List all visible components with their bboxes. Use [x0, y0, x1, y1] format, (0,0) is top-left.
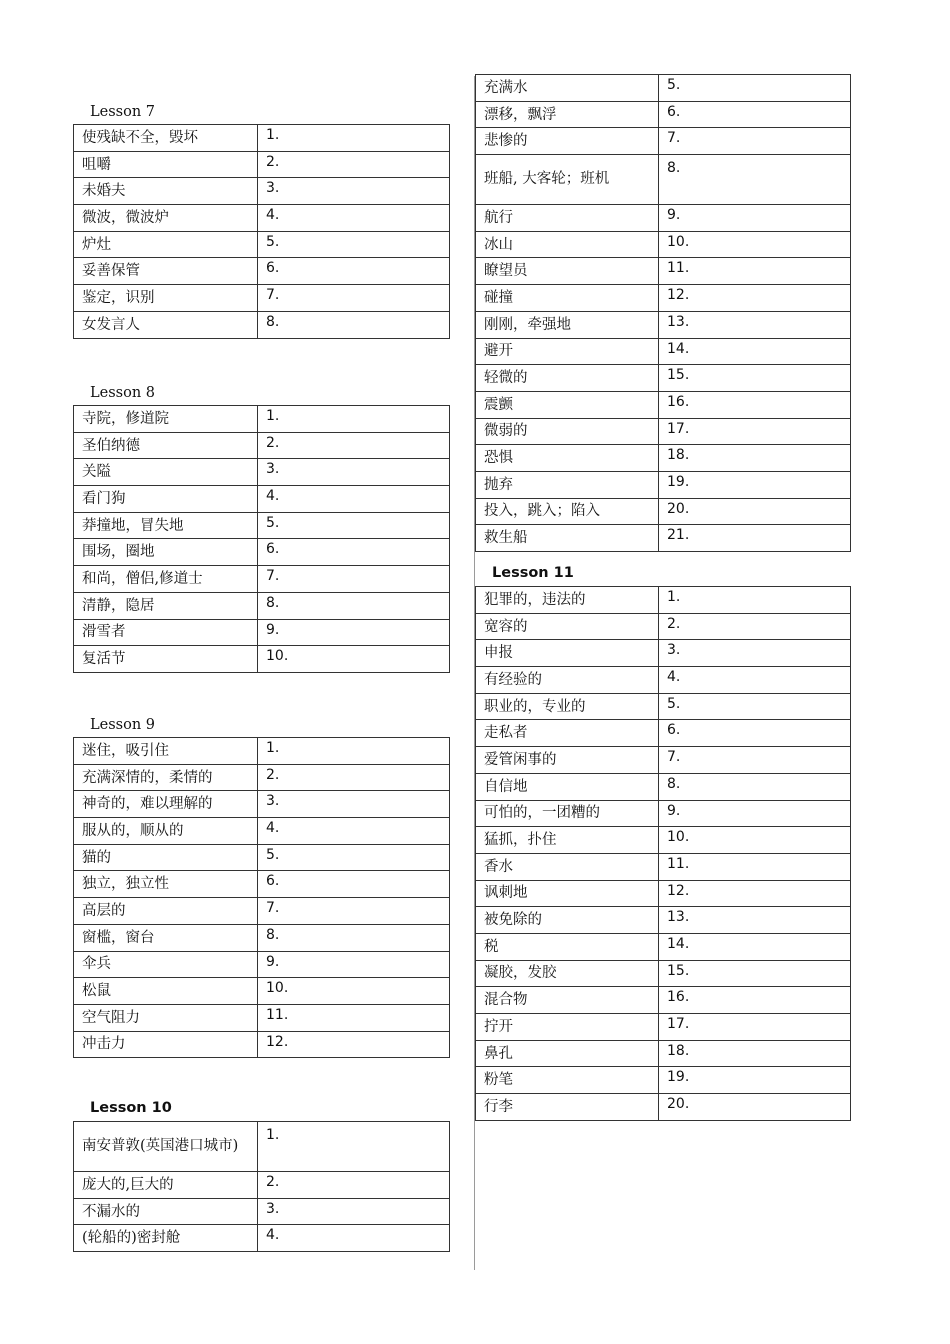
answer-blank[interactable]: 4.	[258, 818, 450, 845]
answer-blank[interactable]: 11.	[659, 258, 851, 285]
vocab-row	[476, 800, 851, 827]
chinese-term: 独立，独立性	[74, 871, 258, 898]
chinese-term: 救生船	[476, 525, 659, 552]
chinese-term: 神奇的，难以理解的	[74, 791, 258, 818]
vocab-row	[476, 827, 851, 854]
answer-blank[interactable]: 10.	[659, 827, 851, 854]
chinese-term: 和尚，僧侣,修道士	[74, 566, 258, 593]
chinese-term: 可怕的，一团糟的	[476, 800, 659, 827]
vocab-row	[476, 587, 851, 614]
answer-blank[interactable]: 19.	[659, 1067, 851, 1094]
vocab-row	[74, 978, 450, 1005]
vocab-row	[476, 613, 851, 640]
vocab-row	[74, 1031, 450, 1058]
chinese-term: 行李	[476, 1094, 659, 1121]
answer-blank[interactable]: 21.	[659, 525, 851, 552]
vocab-row	[476, 773, 851, 800]
chinese-term: 窗槛，窗台	[74, 924, 258, 951]
answer-blank[interactable]: 8.	[258, 592, 450, 619]
chinese-term: 空气阻力	[74, 1004, 258, 1031]
answer-blank[interactable]: 3.	[258, 1198, 450, 1225]
vocab-row	[74, 1122, 450, 1172]
vocab-row	[74, 1198, 450, 1225]
vocab-row	[476, 667, 851, 694]
answer-blank[interactable]: 5.	[258, 844, 450, 871]
answer-blank[interactable]: 15.	[659, 960, 851, 987]
answer-blank[interactable]: 12.	[659, 285, 851, 312]
chinese-term: 迷住，吸引住	[74, 738, 258, 765]
chinese-term: 鼻孔	[476, 1040, 659, 1067]
chinese-term: 走私者	[476, 720, 659, 747]
chinese-term: 凝胶，发胶	[476, 960, 659, 987]
chinese-term: 悲惨的	[476, 128, 659, 155]
vocab-row	[476, 285, 851, 312]
chinese-term: 妥善保管	[74, 258, 258, 285]
lesson-8-title: Lesson 8	[90, 385, 155, 401]
vocab-row	[476, 391, 851, 418]
chinese-term: 复活节	[74, 646, 258, 673]
vocab-row	[476, 1094, 851, 1121]
chinese-term: 猛抓，扑住	[476, 827, 659, 854]
chinese-term: 充满水	[476, 75, 659, 102]
vocab-row	[476, 720, 851, 747]
chinese-term: 松鼠	[74, 978, 258, 1005]
chinese-term: 瞭望员	[476, 258, 659, 285]
lesson-11-table	[475, 586, 851, 1121]
answer-blank[interactable]: 5.	[659, 693, 851, 720]
answer-blank[interactable]: 5.	[258, 512, 450, 539]
vocab-row	[74, 231, 450, 258]
chinese-term: 炉灶	[74, 231, 258, 258]
chinese-term: 漂移，飘浮	[476, 101, 659, 128]
vocab-row	[74, 125, 450, 152]
answer-blank[interactable]: 1.	[258, 738, 450, 765]
chinese-term: 关隘	[74, 459, 258, 486]
vocab-row	[476, 853, 851, 880]
chinese-term: 不漏水的	[74, 1198, 258, 1225]
answer-blank[interactable]: 6.	[258, 258, 450, 285]
chinese-term: 庞大的,巨大的	[74, 1172, 258, 1199]
chinese-term: 恐惧	[476, 445, 659, 472]
vocab-row	[74, 898, 450, 925]
answer-blank[interactable]: 8.	[258, 311, 450, 338]
lesson-8-table	[73, 405, 450, 673]
chinese-term: 刚刚，牵强地	[476, 311, 659, 338]
answer-blank[interactable]: 6.	[659, 101, 851, 128]
vocab-row	[74, 646, 450, 673]
vocab-row	[74, 871, 450, 898]
vocab-row	[476, 155, 851, 205]
answer-blank[interactable]: 14.	[659, 338, 851, 365]
chinese-term: 咀嚼	[74, 151, 258, 178]
vocab-row	[476, 311, 851, 338]
vocab-row	[74, 258, 450, 285]
lesson-11-title: Lesson 11	[492, 565, 574, 581]
vocab-row	[476, 338, 851, 365]
answer-blank[interactable]: 2.	[258, 432, 450, 459]
answer-blank[interactable]: 13.	[659, 311, 851, 338]
vocab-row	[476, 231, 851, 258]
answer-blank[interactable]: 6.	[258, 871, 450, 898]
chinese-term: 微弱的	[476, 418, 659, 445]
chinese-term: 爱管闲事的	[476, 747, 659, 774]
chinese-term: 班船, 大客轮；班机	[476, 155, 659, 205]
chinese-term: 避开	[476, 338, 659, 365]
chinese-term: 围场，圈地	[74, 539, 258, 566]
vocab-row	[74, 311, 450, 338]
answer-blank[interactable]: 5.	[659, 75, 851, 102]
vocab-row	[476, 525, 851, 552]
lesson-10-title: Lesson 10	[90, 1100, 172, 1116]
chinese-term: 有经验的	[476, 667, 659, 694]
answer-blank[interactable]: 11.	[659, 853, 851, 880]
vocab-row	[74, 151, 450, 178]
vocab-row	[74, 844, 450, 871]
vocab-row	[74, 205, 450, 232]
chinese-term: 充满深情的，柔情的	[74, 764, 258, 791]
chinese-term: 震颤	[476, 391, 659, 418]
answer-blank[interactable]: 17.	[659, 418, 851, 445]
vocab-row	[476, 960, 851, 987]
chinese-term: 碰撞	[476, 285, 659, 312]
lesson-9-table	[73, 737, 450, 1058]
vocab-row	[74, 1004, 450, 1031]
answer-blank[interactable]: 7.	[659, 747, 851, 774]
answer-blank[interactable]: 6.	[258, 539, 450, 566]
chinese-term: 申报	[476, 640, 659, 667]
answer-blank[interactable]: 7.	[258, 898, 450, 925]
chinese-term: 莽撞地，冒失地	[74, 512, 258, 539]
vocab-row	[74, 791, 450, 818]
chinese-term: 航行	[476, 205, 659, 232]
chinese-term: 女发言人	[74, 311, 258, 338]
chinese-term: 粉笔	[476, 1067, 659, 1094]
vocab-row	[476, 987, 851, 1014]
chinese-term: 南安普敦(英国港口城市)	[74, 1122, 258, 1172]
chinese-term: 香水	[476, 853, 659, 880]
vocab-row	[476, 445, 851, 472]
answer-blank[interactable]: 3.	[258, 178, 450, 205]
answer-blank[interactable]: 14.	[659, 933, 851, 960]
answer-blank[interactable]: 10.	[258, 978, 450, 1005]
answer-blank[interactable]: 7.	[258, 285, 450, 312]
answer-blank[interactable]: 7.	[659, 128, 851, 155]
answer-blank[interactable]: 12.	[258, 1031, 450, 1058]
vocab-row	[74, 1225, 450, 1252]
answer-blank[interactable]: 17.	[659, 1014, 851, 1041]
answer-blank[interactable]: 4.	[258, 1225, 450, 1252]
lesson-10-table	[73, 1121, 450, 1252]
vocab-row	[476, 365, 851, 392]
vocab-row	[74, 1172, 450, 1199]
chinese-term: 混合物	[476, 987, 659, 1014]
vocab-row	[74, 432, 450, 459]
vocab-row	[476, 101, 851, 128]
chinese-term: 猫的	[74, 844, 258, 871]
answer-blank[interactable]: 7.	[258, 566, 450, 593]
vocab-row	[476, 1040, 851, 1067]
answer-blank[interactable]: 1.	[659, 587, 851, 614]
vocab-row	[476, 258, 851, 285]
answer-blank[interactable]: 2.	[258, 764, 450, 791]
answer-blank[interactable]: 9.	[659, 800, 851, 827]
vocab-row	[476, 128, 851, 155]
chinese-term: 职业的，专业的	[476, 693, 659, 720]
answer-blank[interactable]: 13.	[659, 907, 851, 934]
vocab-row	[476, 498, 851, 525]
vocab-row	[74, 178, 450, 205]
answer-blank[interactable]: 1.	[258, 125, 450, 152]
vocab-row	[476, 418, 851, 445]
chinese-term: 宽容的	[476, 613, 659, 640]
lesson-7-title: Lesson 7	[90, 104, 155, 120]
vocab-row	[74, 764, 450, 791]
vocab-row	[74, 566, 450, 593]
chinese-term: (轮船的)密封舱	[74, 1225, 258, 1252]
chinese-term: 寺院，修道院	[74, 406, 258, 433]
answer-blank[interactable]: 5.	[258, 231, 450, 258]
answer-blank[interactable]: 19.	[659, 471, 851, 498]
answer-blank[interactable]: 20.	[659, 498, 851, 525]
answer-blank[interactable]: 1.	[258, 1122, 450, 1172]
chinese-term: 使残缺不全，毁坏	[74, 125, 258, 152]
answer-blank[interactable]: 3.	[258, 459, 450, 486]
vocab-row	[74, 592, 450, 619]
lesson-7-table	[73, 124, 450, 339]
chinese-term: 抛弃	[476, 471, 659, 498]
vocab-row	[74, 818, 450, 845]
answer-blank[interactable]: 20.	[659, 1094, 851, 1121]
answer-blank[interactable]: 2.	[258, 1172, 450, 1199]
answer-blank[interactable]: 16.	[659, 391, 851, 418]
chinese-term: 投入，跳入；陷入	[476, 498, 659, 525]
answer-blank[interactable]: 3.	[258, 791, 450, 818]
chinese-term: 轻微的	[476, 365, 659, 392]
vocab-row	[74, 738, 450, 765]
vocab-row	[476, 471, 851, 498]
vocab-row	[74, 619, 450, 646]
vocab-row	[476, 747, 851, 774]
answer-blank[interactable]: 4.	[258, 205, 450, 232]
chinese-term: 高层的	[74, 898, 258, 925]
chinese-term: 看门狗	[74, 486, 258, 513]
answer-blank[interactable]: 10.	[659, 231, 851, 258]
answer-blank[interactable]: 9.	[258, 951, 450, 978]
chinese-term: 微波，微波炉	[74, 205, 258, 232]
chinese-term: 冰山	[476, 231, 659, 258]
vocab-row	[476, 1067, 851, 1094]
vocab-row	[74, 512, 450, 539]
chinese-term: 服从的，顺从的	[74, 818, 258, 845]
answer-blank[interactable]: 6.	[659, 720, 851, 747]
answer-blank[interactable]: 4.	[258, 486, 450, 513]
chinese-term: 自信地	[476, 773, 659, 800]
answer-blank[interactable]: 1.	[258, 406, 450, 433]
answer-blank[interactable]: 2.	[659, 613, 851, 640]
answer-blank[interactable]: 3.	[659, 640, 851, 667]
vocab-row	[476, 1014, 851, 1041]
chinese-term: 滑雪者	[74, 619, 258, 646]
chinese-term: 圣伯纳德	[74, 432, 258, 459]
vocab-row	[476, 640, 851, 667]
answer-blank[interactable]: 2.	[258, 151, 450, 178]
vocab-row	[476, 880, 851, 907]
answer-blank[interactable]: 18.	[659, 1040, 851, 1067]
answer-blank[interactable]: 16.	[659, 987, 851, 1014]
chinese-term: 被免除的	[476, 907, 659, 934]
chinese-term: 犯罪的，违法的	[476, 587, 659, 614]
chinese-term: 拧开	[476, 1014, 659, 1041]
lesson-10-table-continued	[475, 74, 851, 552]
answer-blank[interactable]: 8.	[258, 924, 450, 951]
vocab-row	[476, 75, 851, 102]
answer-blank[interactable]: 4.	[659, 667, 851, 694]
vocab-row	[476, 907, 851, 934]
vocab-row	[74, 486, 450, 513]
answer-blank[interactable]: 10.	[258, 646, 450, 673]
chinese-term: 伞兵	[74, 951, 258, 978]
answer-blank[interactable]: 9.	[258, 619, 450, 646]
lesson-9-title: Lesson 9	[90, 717, 155, 733]
answer-blank[interactable]: 12.	[659, 880, 851, 907]
vocab-row	[74, 459, 450, 486]
chinese-term: 未婚夫	[74, 178, 258, 205]
chinese-term: 清静，隐居	[74, 592, 258, 619]
vocab-row	[74, 951, 450, 978]
vocab-row	[74, 285, 450, 312]
answer-blank[interactable]: 18.	[659, 445, 851, 472]
vocab-row	[476, 933, 851, 960]
chinese-term: 冲击力	[74, 1031, 258, 1058]
answer-blank[interactable]: 15.	[659, 365, 851, 392]
chinese-term: 讽刺地	[476, 880, 659, 907]
chinese-term: 鉴定，识别	[74, 285, 258, 312]
chinese-term: 税	[476, 933, 659, 960]
answer-blank[interactable]: 9.	[659, 205, 851, 232]
vocab-row	[74, 539, 450, 566]
vocab-row	[476, 693, 851, 720]
vocab-row	[74, 924, 450, 951]
vocab-row	[74, 406, 450, 433]
answer-blank[interactable]: 11.	[258, 1004, 450, 1031]
vocab-row	[476, 205, 851, 232]
answer-blank[interactable]: 8.	[659, 773, 851, 800]
answer-blank[interactable]: 8.	[659, 155, 851, 205]
